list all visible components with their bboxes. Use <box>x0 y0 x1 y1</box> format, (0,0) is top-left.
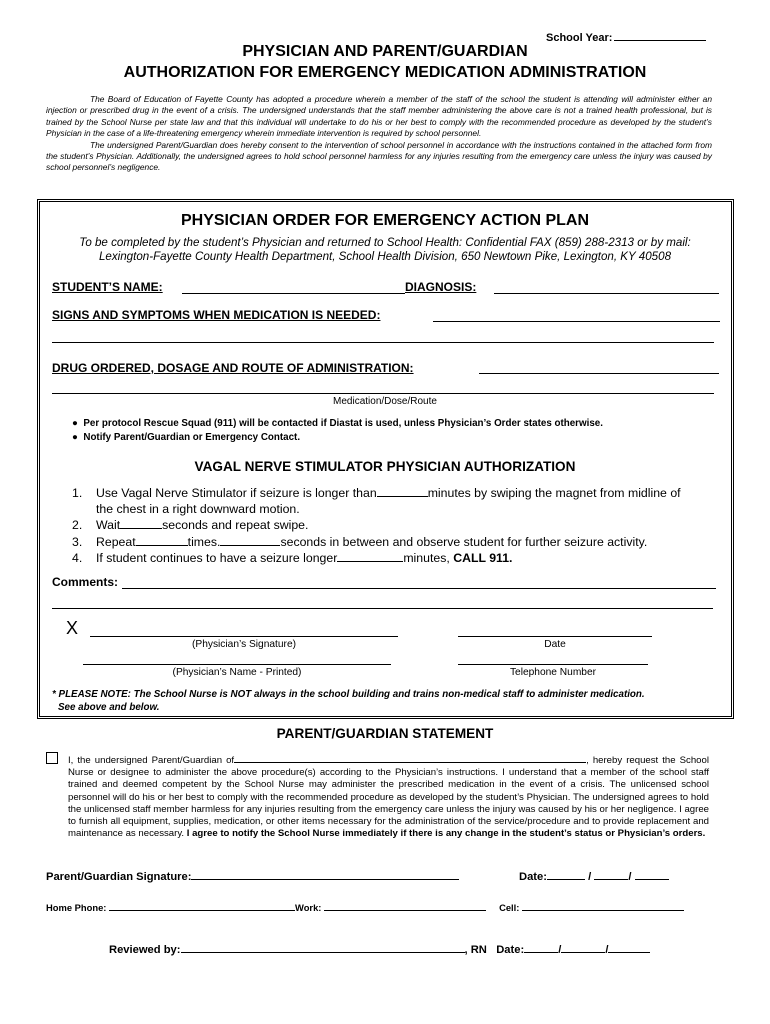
vns-item-1-continued: the chest in a right downward motion. <box>96 502 300 516</box>
physician-signature-caption: (Physician’s Signature) <box>192 639 296 650</box>
school-year-blank[interactable] <box>614 30 706 41</box>
intro-paragraph-1: The Board of Education of Fayette County has adopted a procedure wherein a member of the staff of the school the student is attending will administer either an injection or prescribed drug in the event of a crisis. The undersigned understands that the staff member administering the above care is not a trained health professional, but is trained by the School Nurse per state law and that this individual will undertake to do his or her best to comply with the recommended procedure as developed by the student’s Physician in the case of a life-threatening emergency wherein immediate intervention is required by school personnel. <box>46 94 712 139</box>
physician-order-instructions <box>40 236 730 264</box>
telephone-caption: Telephone Number <box>509 667 597 678</box>
parent-signature-row <box>46 869 459 883</box>
bullet-text-1: Per protocol Rescue Squad (911) will be contacted if Diastat is used, unless Physician’s Order states otherwise. <box>83 418 603 429</box>
vns-repeat-seconds-blank[interactable] <box>220 534 280 546</box>
parent-consent-checkbox[interactable] <box>46 752 58 764</box>
signs-symptoms-label: SIGNS AND SYMPTOMS WHEN MEDICATION IS NEEDED: <box>52 308 381 322</box>
parent-date-row: Date: / / <box>519 869 669 883</box>
reviewed-date-day[interactable] <box>561 942 605 953</box>
vns-title: VAGAL NERVE STIMULATOR PHYSICIAN AUTHORIZATION <box>194 459 576 474</box>
bullet-icon: ● <box>72 418 84 429</box>
physician-name-caption: (Physician’s Name - Printed) <box>172 667 302 678</box>
reviewed-date-year[interactable] <box>608 942 650 953</box>
parent-signature-field[interactable] <box>191 869 459 880</box>
vns-item-2-text-a: Wait <box>96 518 121 532</box>
parent-signature-label: Parent/Guardian Signature: <box>46 871 192 883</box>
physician-signature-field[interactable] <box>90 636 398 637</box>
parent-date-year[interactable] <box>635 869 669 880</box>
work-phone-label: Work: <box>295 902 322 913</box>
telephone-field[interactable] <box>458 664 648 665</box>
reviewed-date-month[interactable] <box>524 942 558 953</box>
physician-order-title: PHYSICIAN ORDER FOR EMERGENCY ACTION PLAN <box>180 212 590 229</box>
school-year-field <box>546 30 706 44</box>
phone-row <box>46 901 684 913</box>
vns-item-4-text-a: If student continues to have a seizure longer <box>96 551 338 565</box>
vns-item-2-number: 2. <box>72 518 83 532</box>
diagnosis-field[interactable] <box>494 293 719 294</box>
medication-dose-route-caption: Medication/Dose/Route <box>333 396 437 407</box>
drug-ordered-field[interactable] <box>479 373 719 374</box>
vns-item-4-number: 4. <box>72 551 83 565</box>
form-title-line1: PHYSICIAN AND PARENT/GUARDIAN <box>242 43 528 60</box>
vns-item-4 <box>72 550 512 567</box>
reviewed-row: Reviewed by: , RN Date: / / <box>109 942 650 956</box>
vns-call-minutes-blank[interactable] <box>337 550 403 562</box>
bullet-text-2: Notify Parent/Guardian or Emergency Contact. <box>83 432 301 443</box>
vns-item-1-number: 1. <box>72 486 83 500</box>
note-line-1: * PLEASE NOTE: The School Nurse is NOT always in the school building and trains non-medical staff to administer medication. <box>52 689 645 700</box>
reviewed-by-field[interactable] <box>181 942 465 953</box>
statement-notify: I agree to notify the School Nurse immediately if there is any change in the student’s status or Physician’s orders. <box>186 828 706 840</box>
vns-item-2 <box>72 517 308 534</box>
vns-item-1 <box>72 485 681 502</box>
vns-call-911: CALL 911. <box>453 551 513 565</box>
diagnosis-label: DIAGNOSIS: <box>405 280 477 294</box>
school-nurse-note <box>52 688 732 714</box>
home-phone-field[interactable] <box>109 901 295 911</box>
parent-date-label: Date: <box>519 871 547 883</box>
cell-phone-field[interactable] <box>522 901 684 911</box>
parent-date-day[interactable] <box>594 869 628 880</box>
parent-statement-title: PARENT/GUARDIAN STATEMENT <box>276 726 494 741</box>
bullet-item-1 <box>72 418 603 429</box>
intro-text <box>46 94 712 174</box>
instructions-line-1: To be completed by the student’s Physician and returned to School Health: Confidential FAX (859) 288-2313 or by mail: <box>79 236 691 249</box>
signature-date-caption: Date <box>544 639 566 650</box>
vns-item-3-text-a: Repeat <box>96 535 136 549</box>
drug-ordered-label: DRUG ORDERED, DOSAGE AND ROUTE OF ADMINISTRATION: <box>52 361 414 375</box>
form-title-line2: AUTHORIZATION FOR EMERGENCY MEDICATION ADMINISTRATION <box>123 64 647 81</box>
parent-date-month[interactable] <box>547 869 585 880</box>
vns-item-3 <box>72 534 647 551</box>
signs-symptoms-field[interactable] <box>433 321 720 322</box>
work-phone-field[interactable] <box>324 901 486 911</box>
physician-name-field[interactable] <box>83 664 391 665</box>
intro-paragraph-2: The undersigned Parent/Guardian does hereby consent to the intervention of school personnel in accordance with the instructions contained in the attached form from the student’s Physician. Additionally, the undersigned agrees to hold school personnel harmless for any injuries resulting from the emergency care unless the injury was caused by school personnel’s negligence. <box>46 139 712 173</box>
comments-label: Comments: <box>52 575 119 589</box>
note-line-2: See above and below. <box>58 702 160 713</box>
home-phone-label: Home Phone: <box>46 902 107 913</box>
reviewed-date-label: Date: <box>496 944 525 956</box>
vns-item-4-text-b: minutes, <box>403 551 450 565</box>
rn-label: , RN <box>464 944 487 956</box>
comments-field-2[interactable] <box>52 608 713 609</box>
parent-statement-text <box>68 753 709 840</box>
vns-item-3-text-b: times. <box>187 535 221 549</box>
medication-dose-route-field[interactable] <box>52 393 714 394</box>
vns-item-3-text-c: seconds in between and observe student for further seizure activity. <box>280 535 648 549</box>
vns-seizure-minutes-blank[interactable] <box>377 485 428 497</box>
cell-phone-label: Cell: <box>499 902 520 913</box>
vns-repeat-times-blank[interactable] <box>136 534 188 546</box>
instructions-line-2: Lexington-Fayette County Health Department, School Health Division, 650 Newtown Pike, Lexington, KY 40508 <box>98 250 672 263</box>
vns-item-2-text-b: seconds and repeat swipe. <box>162 518 309 532</box>
vns-item-1-text-b: minutes by swiping the magnet from midline of <box>427 486 681 500</box>
comments-field[interactable] <box>122 588 716 589</box>
signature-x-mark: X <box>66 618 79 638</box>
signs-symptoms-field-2[interactable] <box>52 342 714 343</box>
student-name-field[interactable] <box>182 293 405 294</box>
student-name-label: STUDENT’S NAME: <box>52 280 163 294</box>
bullet-icon: ● <box>72 432 84 443</box>
student-name-blank[interactable] <box>234 753 586 763</box>
reviewed-by-label: Reviewed by: <box>109 944 181 956</box>
signature-date-field[interactable] <box>458 636 652 637</box>
vns-item-3-number: 3. <box>72 535 83 549</box>
bullet-item-2 <box>72 432 300 443</box>
school-year-label: School Year: <box>546 32 613 44</box>
vns-item-1-text-a: Use Vagal Nerve Stimulator if seizure is longer than <box>96 486 377 500</box>
statement-start: I, the undersigned Parent/Guardian of <box>68 755 235 766</box>
vns-wait-seconds-blank[interactable] <box>120 517 162 529</box>
statement-body: , hereby request the School Nurse or designee to administer the above procedure(s) according to the Physician’s instructions. I understand that a member of the school staff trained and deemed competent by the School Nurse may administer the prescribed medication in the event of a crisis. The unlicensed school personnel will do his or her best to comply with the recommended procedure as developed by the student’s Physician. The undersigned agrees to hold the unlicensed staff member harmless for any injuries resulting from the emergency care unless the injury was caused by his or her negligence. I agree to furnish all equipment, supplies, medication, or other items necessary for the administration of the service/procedure and to provide replacement and maintenance as necessary. <box>68 755 709 840</box>
